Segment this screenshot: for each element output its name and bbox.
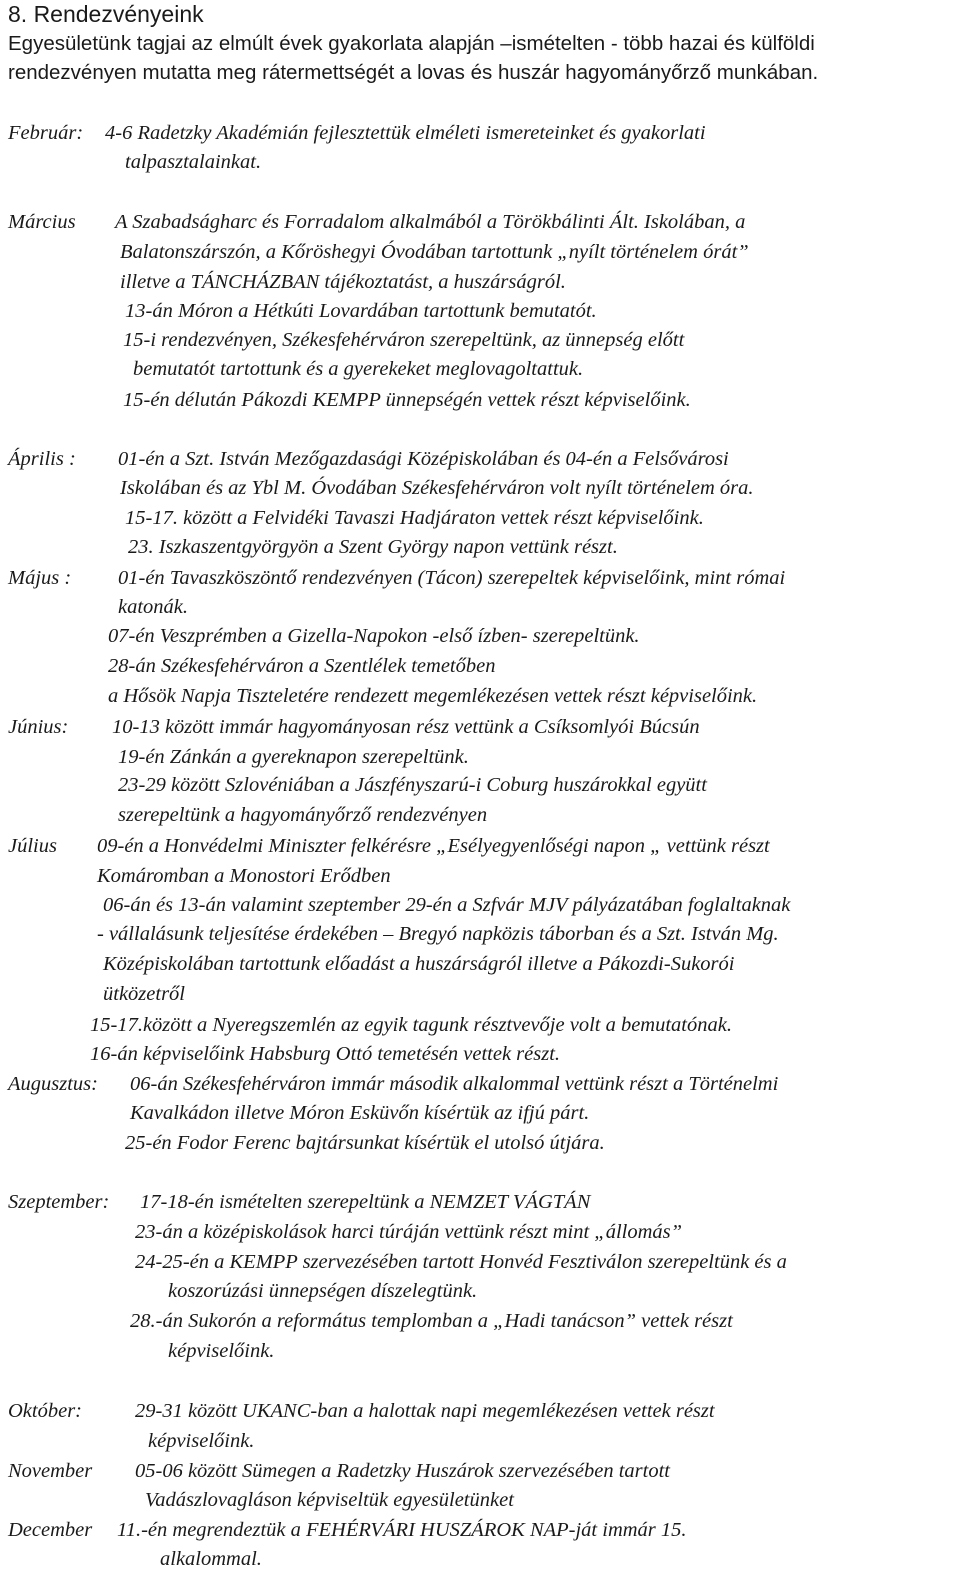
- event-line: bemutatót tartottunk és a gyerekeket meglovagoltattuk.: [133, 358, 584, 380]
- event-line: 15-17.között a Nyeregszemlén az egyik tagunk résztvevője volt a bemutatónak.: [90, 1014, 732, 1036]
- event-line: 09-én a Honvédelmi Miniszter felkérésre „Esélyegyenlőségi napon „ vettünk részt: [97, 835, 770, 857]
- event-line: Balatonszárszón, a Kőröshegyi Óvodában tartottunk „nyílt történelem órát”: [120, 241, 749, 263]
- event-line: Kavalkádon illetve Móron Esküvőn kísértük az ifjú párt.: [130, 1102, 590, 1124]
- month-label-december: December: [8, 1519, 93, 1541]
- event-line: 28-án Székesfehérváron a Szentlélek temetőben: [108, 655, 496, 677]
- event-line: - vállalásunk teljesítése érdekében – Bregyó napközis táborban és a Szt. István Mg.: [97, 923, 779, 945]
- event-line: képviselőink.: [148, 1430, 255, 1452]
- month-label-march: Március: [8, 211, 76, 233]
- event-line: koszorúzási ünnepségen díszelegtünk.: [168, 1280, 478, 1302]
- month-label-april: Április :: [8, 448, 76, 470]
- event-line: 15-én délután Pákozdi KEMPP ünnepségén vettek részt képviselőink.: [123, 389, 691, 411]
- event-line: 4-6 Radetzky Akadémián fejlesztettük elméleti ismereteinket és gyakorlati: [105, 122, 706, 144]
- month-label-september: Szeptember:: [8, 1191, 110, 1213]
- month-label-may: Május :: [8, 567, 72, 589]
- event-line: 24-25-én a KEMPP szervezésében tartott Honvéd Fesztiválon szerepeltünk és a: [135, 1251, 787, 1273]
- event-line: 19-én Zánkán a gyereknapon szerepeltünk.: [118, 746, 469, 768]
- event-line: a Hősök Napja Tiszteletére rendezett megemlékezésen vettek részt képviselőink.: [108, 685, 758, 707]
- event-line: 10-13 között immár hagyományosan rész vettünk a Csíksomlyói Búcsún: [112, 716, 700, 738]
- event-line: 01-én Tavaszköszöntő rendezvényen (Tácon) szerepeltek képviselőink, mint római: [118, 567, 786, 589]
- event-line: 28.-án Sukorón a református templomban a „Hadi tanácson” vettek részt: [130, 1310, 733, 1332]
- month-label-august: Augusztus:: [8, 1073, 98, 1095]
- event-line: Komáromban a Monostori Erődben: [97, 865, 391, 887]
- event-line: ütközetről: [103, 983, 185, 1005]
- event-line: illetve a TÁNCHÁZBAN tájékoztatást, a huszárságról.: [120, 271, 566, 293]
- section-heading: 8. Rendezvényeink: [8, 1, 204, 27]
- event-line: 13-án Móron a Hétkúti Lovardában tartottunk bemutatót.: [125, 300, 597, 322]
- event-line: képviselőink.: [168, 1340, 275, 1362]
- event-line: 11.-én megrendeztük a FEHÉRVÁRI HUSZÁROK NAP-ját immár 15.: [117, 1519, 687, 1541]
- event-line: 05-06 között Sümegen a Radetzky Huszárok szervezésében tartott: [135, 1460, 670, 1482]
- event-line: 17-18-én ismételten szerepeltünk a NEMZET VÁGTÁN: [140, 1191, 591, 1213]
- event-line: 29-31 között UKANC-ban a halottak napi megemlékezésen vettek részt: [135, 1400, 715, 1422]
- month-label-november: November: [8, 1460, 93, 1482]
- month-label-july: Július: [8, 835, 57, 857]
- event-line: Vadászlovagláson képviseltük egyesületünket: [145, 1489, 514, 1511]
- event-line: 06-án és 13-án valamint szeptember 29-én a Szfvár MJV pályázatában foglaltaknak: [103, 894, 791, 916]
- month-label-february: Február:: [8, 122, 84, 144]
- intro-line-1: Egyesületünk tagjai az elmúlt évek gyakorlata alapján –ismételten - több hazai és külföldi: [8, 32, 815, 55]
- event-line: szerepeltünk a hagyományőrző rendezvényen: [118, 804, 488, 826]
- month-label-october: Október:: [8, 1400, 83, 1422]
- event-line: talpasztalainkat.: [125, 151, 262, 173]
- event-line: 23. Iszkaszentgyörgyön a Szent György napon vettünk részt.: [128, 536, 618, 558]
- event-line: 15-i rendezvényen, Székesfehérváron szerepeltünk, az ünnepség előtt: [123, 329, 685, 351]
- event-line: 16-án képviselőink Habsburg Ottó temetésén vettek részt.: [90, 1043, 561, 1065]
- event-line: A Szabadságharc és Forradalom alkalmából a Törökbálinti Ált. Iskolában, a: [115, 211, 746, 233]
- event-line: 01-én a Szt. István Mezőgazdasági Középiskolában és 04-én a Felsővárosi: [118, 448, 729, 470]
- event-line: Középiskolában tartottunk előadást a huszárságról illetve a Pákozdi-Sukorói: [103, 953, 735, 975]
- event-line: 25-én Fodor Ferenc bajtársunkat kísértük el utolsó útjára.: [125, 1132, 605, 1154]
- event-line: 15-17. között a Felvidéki Tavaszi Hadjáraton vettek részt képviselőink.: [125, 507, 704, 529]
- event-line: 07-én Veszprémben a Gizella-Napokon -első ízben- szerepeltünk.: [108, 625, 640, 647]
- event-line: katonák.: [118, 596, 189, 618]
- event-line: 23-29 között Szlovéniában a Jászfényszarú-i Coburg huszárokkal együtt: [118, 774, 707, 796]
- event-line: 23-án a középiskolások harci túráján vettünk részt mint „állomás”: [135, 1221, 683, 1243]
- month-label-june: Június:: [8, 716, 69, 738]
- event-line: alkalommal.: [160, 1548, 262, 1570]
- event-line: 06-án Székesfehérváron immár második alkalommal vettünk részt a Történelmi: [130, 1073, 779, 1095]
- event-line: Iskolában és az Ybl M. Óvodában Székesfehérváron volt nyílt történelem óra.: [120, 477, 754, 499]
- intro-line-2: rendezvényen mutatta meg rátermettségét a lovas és huszár hagyományőrző munkában.: [8, 61, 819, 84]
